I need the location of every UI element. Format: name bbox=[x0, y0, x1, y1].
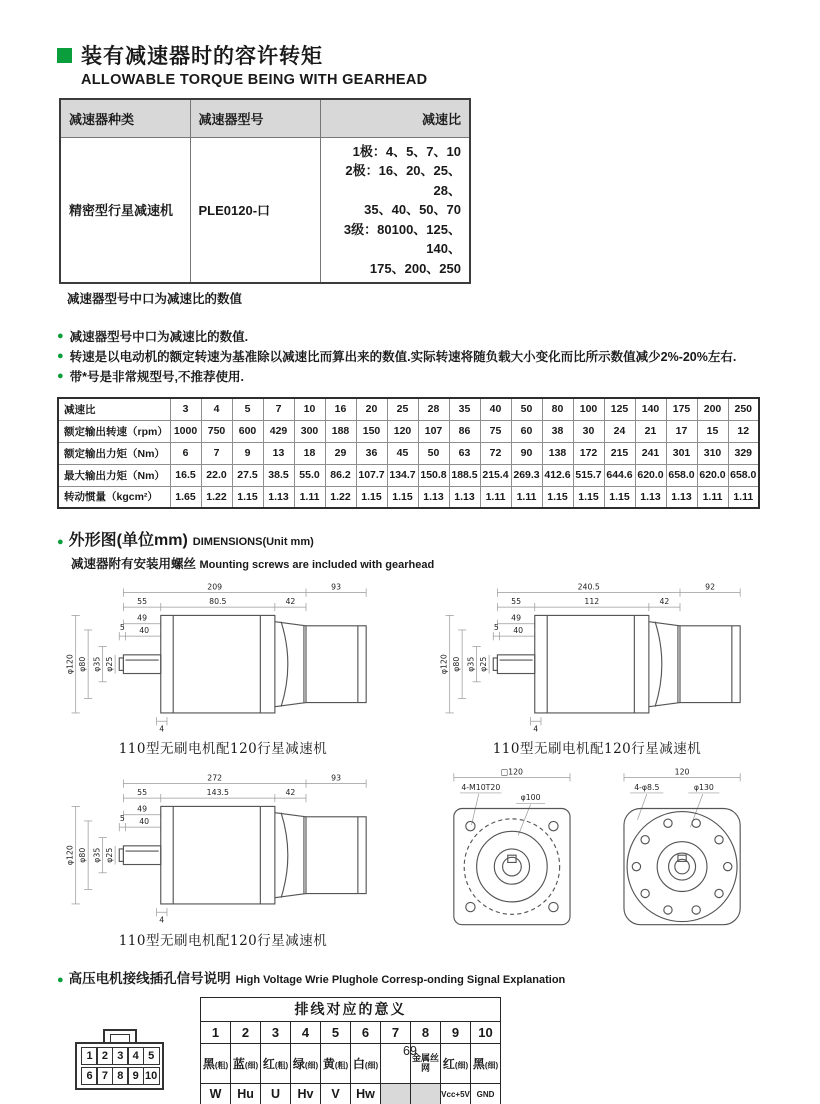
bullet-icon: ● bbox=[57, 974, 64, 987]
dim-square-size: □120 bbox=[500, 767, 524, 777]
dimension-labels bbox=[461, 768, 714, 803]
page-title: 装有减速器时的容许转矩 bbox=[81, 45, 323, 68]
spec-table bbox=[57, 397, 760, 509]
spec-table-row bbox=[58, 486, 759, 508]
spec-cell: 75 bbox=[480, 420, 511, 442]
spec-cell: 620.0 bbox=[635, 464, 666, 486]
spec-cell: 1.15 bbox=[387, 486, 418, 508]
wiring-title-row bbox=[201, 997, 501, 1021]
spec-cell: 7 bbox=[263, 398, 294, 420]
spec-cell: 13 bbox=[263, 442, 294, 464]
connector-pin: 9 bbox=[127, 1067, 144, 1085]
spec-cell: 429 bbox=[263, 420, 294, 442]
connector-latch-inner bbox=[110, 1034, 130, 1042]
dim-offset: 4 bbox=[159, 724, 165, 734]
dim-pilot-circle-left: φ100 bbox=[520, 793, 541, 803]
spec-cell: 1.15 bbox=[356, 486, 387, 508]
connector-pins-row2 bbox=[81, 1067, 158, 1085]
spec-cell: 21 bbox=[635, 420, 666, 442]
spec-cell: 1000 bbox=[170, 420, 201, 442]
spec-cell: 412.6 bbox=[542, 464, 573, 486]
gearhead-table-row bbox=[60, 137, 470, 283]
wiring-wire-color: 黑(粗) bbox=[201, 1043, 231, 1083]
wiring-title-cn: 高压电机接线插孔信号说明 bbox=[68, 971, 231, 987]
spec-cell: 241 bbox=[635, 442, 666, 464]
dim-dia-shaft: φ25 bbox=[104, 848, 114, 864]
wiring-signal bbox=[411, 1083, 441, 1104]
gearhead-model-value: PLE0120-口 bbox=[190, 137, 320, 283]
spec-cell: 1.22 bbox=[201, 486, 232, 508]
wiring-signal bbox=[381, 1083, 411, 1104]
notes-list bbox=[57, 327, 763, 387]
connector-pin: 3 bbox=[112, 1047, 129, 1065]
dim-front: 55 bbox=[137, 788, 148, 798]
spec-cell: 125 bbox=[604, 398, 635, 420]
dim-total: 240.5 bbox=[577, 582, 600, 592]
wiring-pin-number: 4 bbox=[291, 1021, 321, 1043]
spec-cell: 644.6 bbox=[604, 464, 635, 486]
spec-cell: 107.7 bbox=[356, 464, 387, 486]
motor-gearbox-outline bbox=[493, 615, 740, 713]
dim-motor-length: 92 bbox=[705, 582, 716, 592]
dim-motor-length: 93 bbox=[331, 582, 342, 592]
dim-dia-hub: φ35 bbox=[92, 848, 102, 864]
connector-pin: 10 bbox=[143, 1067, 160, 1085]
dimensions-note-cn: 减速器附有安装用螺丝 bbox=[71, 556, 197, 571]
spec-cell: 15 bbox=[697, 420, 728, 442]
dim-adapter: 42 bbox=[659, 596, 670, 606]
wiring-pin-number: 10 bbox=[471, 1021, 501, 1043]
wiring-section-header bbox=[57, 967, 763, 991]
dim-step: 5 bbox=[119, 814, 125, 824]
wiring-signal: GND bbox=[471, 1083, 501, 1104]
spec-cell: 100 bbox=[573, 398, 604, 420]
spec-cell: 658.0 bbox=[728, 464, 759, 486]
wiring-signal: Hw bbox=[351, 1083, 381, 1104]
spec-cell: 150.8 bbox=[418, 464, 449, 486]
dimension-labels bbox=[440, 582, 715, 733]
spec-cell: 1.11 bbox=[697, 486, 728, 508]
dimensions-title-cn: 外形图(单位mm) bbox=[68, 532, 188, 549]
drawing-caption: 110型无刷电机配120行星减速机 bbox=[492, 741, 702, 758]
dim-square-size-right: 120 bbox=[674, 767, 690, 777]
dimension-lines bbox=[72, 780, 367, 917]
wiring-pins-row bbox=[201, 1021, 501, 1043]
motor-gearbox-outline bbox=[119, 615, 366, 713]
dim-circle-right: φ130 bbox=[693, 783, 714, 793]
spec-cell: 310 bbox=[697, 442, 728, 464]
dimension-lines bbox=[72, 588, 367, 725]
dim-dia-body: φ120 bbox=[65, 845, 75, 866]
wiring-signal: U bbox=[261, 1083, 291, 1104]
dim-dia-hub: φ35 bbox=[92, 656, 102, 672]
wiring-signal: W bbox=[201, 1083, 231, 1104]
drawings-grid bbox=[57, 576, 763, 949]
spec-cell: 658.0 bbox=[666, 464, 697, 486]
dim-dia-shaft: φ25 bbox=[478, 656, 488, 672]
spec-cell: 1.15 bbox=[542, 486, 573, 508]
spec-cell: 1.13 bbox=[263, 486, 294, 508]
spec-cell: 72 bbox=[480, 442, 511, 464]
spec-row-label: 转动惯量（kgcm²） bbox=[58, 486, 170, 508]
spec-cell: 1.15 bbox=[232, 486, 263, 508]
spec-cell: 20 bbox=[356, 398, 387, 420]
spec-cell: 120 bbox=[387, 420, 418, 442]
wiring-pin-number: 1 bbox=[201, 1021, 231, 1043]
spec-cell: 250 bbox=[728, 398, 759, 420]
wiring-pin-number: 5 bbox=[321, 1021, 351, 1043]
drawing-slot-3 bbox=[57, 767, 389, 949]
wiring-pin-number: 3 bbox=[261, 1021, 291, 1043]
wiring-pin-number: 6 bbox=[351, 1021, 381, 1043]
page-number: 69 bbox=[403, 1044, 417, 1058]
spec-row-label: 额定输出转速（rpm） bbox=[58, 420, 170, 442]
dimensions-note bbox=[71, 554, 763, 572]
spec-cell: 7 bbox=[201, 442, 232, 464]
spec-cell: 1.15 bbox=[604, 486, 635, 508]
spec-cell: 600 bbox=[232, 420, 263, 442]
spec-cell: 6 bbox=[170, 442, 201, 464]
bullet-icon: ● bbox=[57, 536, 64, 548]
front-view-svg bbox=[431, 767, 763, 938]
wiring-wire-color: 金属丝网 bbox=[411, 1043, 441, 1083]
spec-cell: 1.11 bbox=[728, 486, 759, 508]
wiring-wire-color: 黑(细) bbox=[471, 1043, 501, 1083]
dim-shaft-length: 40 bbox=[513, 625, 524, 635]
spec-cell: 188.5 bbox=[449, 464, 480, 486]
dimensions-note-en: Mounting screws are included with gearhead bbox=[199, 558, 435, 571]
spec-table-row bbox=[58, 420, 759, 442]
wiring-signal: Hv bbox=[291, 1083, 321, 1104]
spec-cell: 1.11 bbox=[511, 486, 542, 508]
spec-cell: 25 bbox=[387, 398, 418, 420]
spec-cell: 134.7 bbox=[387, 464, 418, 486]
spec-row-label: 最大输出力矩（Nm） bbox=[58, 464, 170, 486]
spec-cell: 36 bbox=[356, 442, 387, 464]
spec-cell: 1.13 bbox=[666, 486, 697, 508]
spec-cell: 86.2 bbox=[325, 464, 356, 486]
wiring-wire-color: 黄(粗) bbox=[321, 1043, 351, 1083]
spec-cell: 1.13 bbox=[635, 486, 666, 508]
spec-cell: 4 bbox=[201, 398, 232, 420]
spec-cell: 215.4 bbox=[480, 464, 511, 486]
note-item: ● 带*号是非常规型号,不推荐使用. bbox=[57, 367, 763, 387]
gearhead-table-header bbox=[60, 99, 470, 137]
spec-cell: 200 bbox=[697, 398, 728, 420]
dim-offset: 4 bbox=[533, 724, 539, 734]
spec-table-row bbox=[58, 442, 759, 464]
spec-cell: 107 bbox=[418, 420, 449, 442]
spec-cell: 40 bbox=[480, 398, 511, 420]
dim-motor-length: 93 bbox=[331, 773, 342, 783]
connector-pin: 6 bbox=[81, 1067, 98, 1085]
bullet-icon: ● bbox=[57, 330, 64, 342]
spec-cell: 150 bbox=[356, 420, 387, 442]
front-view-drawing bbox=[431, 767, 763, 949]
wiring-pin-number: 7 bbox=[381, 1021, 411, 1043]
spec-table-body bbox=[58, 398, 759, 508]
note-item: ● 减速器型号中口为减速比的数值. bbox=[57, 327, 763, 347]
spec-cell: 29 bbox=[325, 442, 356, 464]
wiring-wire-color: 绿(细) bbox=[291, 1043, 321, 1083]
drawing-slot-2 bbox=[431, 576, 763, 758]
gearhead-type-value: 精密型行星减速机 bbox=[60, 137, 190, 283]
spec-cell: 3 bbox=[170, 398, 201, 420]
spec-cell: 16 bbox=[325, 398, 356, 420]
dim-flange: 49 bbox=[137, 613, 148, 623]
spec-cell: 301 bbox=[666, 442, 697, 464]
spec-cell: 9 bbox=[232, 442, 263, 464]
dim-gear-length: 143.5 bbox=[206, 788, 229, 798]
spec-cell: 12 bbox=[728, 420, 759, 442]
page-subtitle: ALLOWABLE TORQUE BEING WITH GEARHEAD bbox=[81, 72, 428, 88]
spec-cell: 1.11 bbox=[480, 486, 511, 508]
spec-table-row bbox=[58, 464, 759, 486]
connector-pin: 4 bbox=[127, 1047, 144, 1065]
spec-cell: 5 bbox=[232, 398, 263, 420]
front-view-outline bbox=[454, 809, 740, 925]
dim-dia-hub: φ35 bbox=[466, 656, 476, 672]
drawing-slot-1 bbox=[57, 576, 389, 758]
col-header-ratio: 减速比 bbox=[320, 99, 470, 137]
spec-cell: 38.5 bbox=[263, 464, 294, 486]
wiring-pin-number: 8 bbox=[411, 1021, 441, 1043]
dim-dia-pilot: φ80 bbox=[78, 656, 88, 672]
wiring-wire-color: 蓝(细) bbox=[231, 1043, 261, 1083]
spec-cell: 16.5 bbox=[170, 464, 201, 486]
spec-cell: 329 bbox=[728, 442, 759, 464]
col-header-model: 减速器型号 bbox=[190, 99, 320, 137]
dimensions-title-en: DIMENSIONS(Unit mm) bbox=[192, 536, 314, 548]
spec-cell: 215 bbox=[604, 442, 635, 464]
spec-cell: 28 bbox=[418, 398, 449, 420]
note-item: ● 转速是以电动机的额定转速为基准除以减速比而算出来的数值.实际转速将随负载大小变化而比所示数值减少2%-20%左右. bbox=[57, 347, 763, 367]
drawing-caption: 110型无刷电机配120行星减速机 bbox=[118, 933, 328, 950]
wiring-wire-color: 红(细) bbox=[441, 1043, 471, 1083]
spec-cell: 269.3 bbox=[511, 464, 542, 486]
dim-flange: 49 bbox=[511, 613, 522, 623]
connector-diagram bbox=[75, 1029, 164, 1090]
spec-cell: 17 bbox=[666, 420, 697, 442]
side-view-drawing bbox=[431, 576, 763, 758]
ratio-value: 1极：4、5、7、10 2极：16、20、25、28、 35、40、50、70 3级：80100、125、140、 175、200、250 bbox=[320, 137, 470, 283]
side-view-drawing bbox=[57, 767, 389, 949]
wiring-title-en: High Voltage Wrie Plughole Corresp-onding Signal Explanation bbox=[235, 974, 566, 987]
side-view-svg bbox=[431, 576, 763, 734]
spec-cell: 35 bbox=[449, 398, 480, 420]
wiring-pin-number: 2 bbox=[231, 1021, 261, 1043]
dim-offset: 4 bbox=[159, 916, 165, 926]
bullet-icon: ● bbox=[57, 350, 64, 362]
spec-cell: 300 bbox=[294, 420, 325, 442]
dim-dia-body: φ120 bbox=[65, 654, 75, 674]
side-view-svg bbox=[57, 576, 389, 734]
dim-shaft-length: 40 bbox=[139, 817, 150, 827]
spec-row-label: 额定输出力矩（Nm） bbox=[58, 442, 170, 464]
dimension-labels bbox=[66, 774, 341, 925]
spec-table-row bbox=[58, 398, 759, 420]
dim-dia-shaft: φ25 bbox=[104, 656, 114, 672]
spec-cell: 22.0 bbox=[201, 464, 232, 486]
spec-cell: 86 bbox=[449, 420, 480, 442]
spec-cell: 10 bbox=[294, 398, 325, 420]
spec-cell: 175 bbox=[666, 398, 697, 420]
dimensions-section-header bbox=[57, 527, 763, 553]
page-header bbox=[57, 40, 763, 70]
dim-dia-body: φ120 bbox=[439, 654, 449, 674]
dim-shaft-length: 40 bbox=[139, 625, 150, 635]
dimension-lines bbox=[446, 588, 741, 725]
connector-pin: 1 bbox=[81, 1047, 98, 1065]
gearhead-table-footnote: 减速器型号中口为减速比的数值 bbox=[67, 292, 243, 306]
spec-cell: 140 bbox=[635, 398, 666, 420]
dim-gear-length: 80.5 bbox=[209, 596, 227, 606]
motor-gearbox-outline bbox=[119, 807, 366, 905]
wiring-signal: Hu bbox=[231, 1083, 261, 1104]
connector-pin: 7 bbox=[96, 1067, 113, 1085]
wiring-wire-color: 白(细) bbox=[351, 1043, 381, 1083]
spec-cell: 1.11 bbox=[294, 486, 325, 508]
spec-cell: 50 bbox=[511, 398, 542, 420]
side-view-svg bbox=[57, 767, 389, 925]
connector-latch bbox=[103, 1029, 137, 1042]
dim-front: 55 bbox=[511, 596, 522, 606]
connector-pin: 8 bbox=[112, 1067, 129, 1085]
dim-step: 5 bbox=[493, 622, 499, 632]
dim-adapter: 42 bbox=[285, 596, 296, 606]
spec-cell: 1.15 bbox=[573, 486, 604, 508]
dim-total: 209 bbox=[207, 582, 223, 592]
dim-bolt-holes-right: 4-φ8.5 bbox=[634, 783, 660, 793]
spec-cell: 1.13 bbox=[449, 486, 480, 508]
green-square-icon bbox=[57, 48, 72, 63]
drawing-caption: 110型无刷电机配120行星减速机 bbox=[118, 741, 328, 758]
dim-total: 272 bbox=[207, 773, 223, 783]
connector-pin: 5 bbox=[143, 1047, 160, 1065]
spec-row-label: 减速比 bbox=[58, 398, 170, 420]
spec-cell: 172 bbox=[573, 442, 604, 464]
col-header-type: 减速器种类 bbox=[60, 99, 190, 137]
dim-gear-length: 112 bbox=[584, 596, 600, 606]
spec-cell: 90 bbox=[511, 442, 542, 464]
wiring-signal: Vcc+5V bbox=[441, 1083, 471, 1104]
spec-cell: 38 bbox=[542, 420, 573, 442]
spec-cell: 1.65 bbox=[170, 486, 201, 508]
dim-flange: 49 bbox=[137, 805, 148, 815]
spec-cell: 1.22 bbox=[325, 486, 356, 508]
connector-pin: 2 bbox=[96, 1047, 113, 1065]
spec-cell: 60 bbox=[511, 420, 542, 442]
bullet-icon: ● bbox=[57, 370, 64, 382]
spec-cell: 188 bbox=[325, 420, 356, 442]
wiring-pin-number: 9 bbox=[441, 1021, 471, 1043]
spec-cell: 620.0 bbox=[697, 464, 728, 486]
gearhead-table bbox=[59, 98, 471, 284]
spec-cell: 55.0 bbox=[294, 464, 325, 486]
dim-dia-pilot: φ80 bbox=[452, 656, 462, 672]
spec-cell: 50 bbox=[418, 442, 449, 464]
spec-cell: 515.7 bbox=[573, 464, 604, 486]
spec-cell: 138 bbox=[542, 442, 573, 464]
wiring-table-title: 排线对应的意义 bbox=[201, 997, 501, 1021]
dimension-labels bbox=[66, 582, 341, 733]
dim-adapter: 42 bbox=[285, 788, 296, 798]
spec-cell: 45 bbox=[387, 442, 418, 464]
dim-bolt-holes-left: 4-M10T20 bbox=[461, 783, 501, 793]
spec-cell: 1.13 bbox=[418, 486, 449, 508]
wiring-wire-color: 红(粗) bbox=[261, 1043, 291, 1083]
wiring-signal: V bbox=[321, 1083, 351, 1104]
side-view-drawing bbox=[57, 576, 389, 758]
dim-step: 5 bbox=[119, 622, 125, 632]
spec-cell: 24 bbox=[604, 420, 635, 442]
spec-cell: 27.5 bbox=[232, 464, 263, 486]
spec-cell: 30 bbox=[573, 420, 604, 442]
spec-cell: 80 bbox=[542, 398, 573, 420]
dim-dia-pilot: φ80 bbox=[78, 848, 88, 864]
wiring-signals-row bbox=[201, 1083, 501, 1104]
dim-front: 55 bbox=[137, 596, 148, 606]
spec-cell: 18 bbox=[294, 442, 325, 464]
spec-cell: 750 bbox=[201, 420, 232, 442]
spec-cell: 63 bbox=[449, 442, 480, 464]
